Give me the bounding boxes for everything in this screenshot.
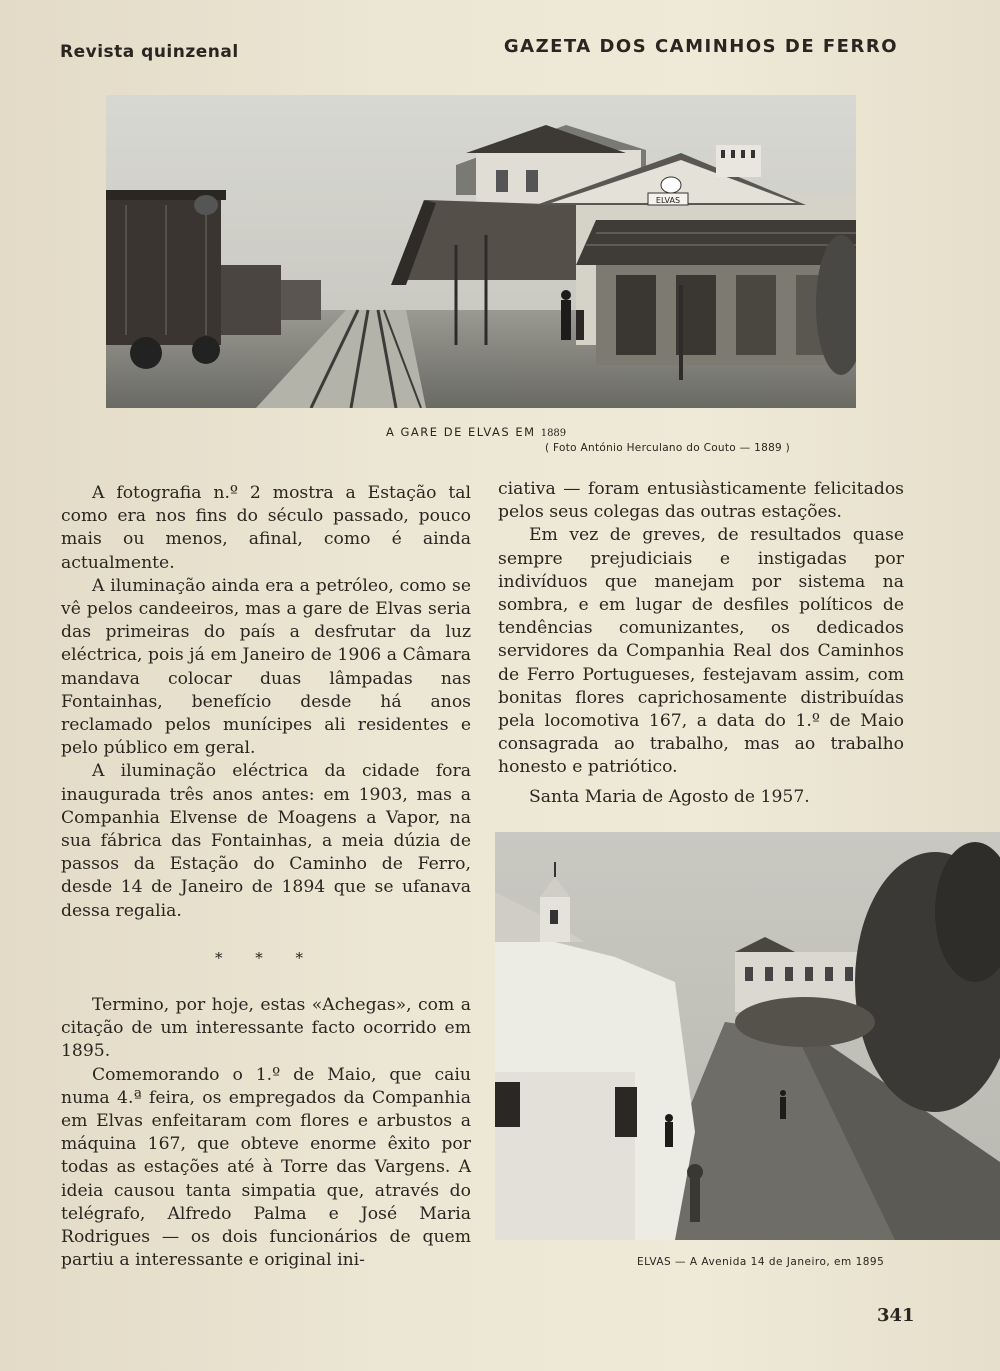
paragraph: A iluminação eléctrica da cidade fora inaugurada três anos antes: em 1903, mas a Companhia Elvense de Moagens a Vapor, na sua fábrica das Fontainhas, a meia dúzia de passos da Estação do Caminho de Ferro, desde 14 de Janeiro de 1894 que se ufanava dessa regalia. xyxy=(61,761,471,921)
station-sign: ELVAS xyxy=(655,196,681,205)
photo1-caption-text: A GARE DE ELVAS EM xyxy=(386,425,536,439)
magazine-title: GAZETA DOS CAMINHOS DE FERRO xyxy=(503,36,898,57)
paragraph: Em vez de greves, de resultados quase sempre prejudiciais e instigadas por indivíduos que manejam por sistema na sombra, e em lugar de desfiles políticos de tendências comunizantes, os dedicados servidores da Companhia Real dos Caminhos de Ferro Portugueses, festejavam assim, com bonitas flores caprichosamente distribuídas pela locomotiva 167, a data do 1.º de Maio consagrada ao trabalho, mas ao trabalho honesto e patriótico. xyxy=(498,525,904,778)
magazine-frequency: Revista quinzenal xyxy=(60,42,239,62)
right-column xyxy=(498,478,904,809)
page-number: 341 xyxy=(877,1305,915,1326)
paragraph: A iluminação ainda era a petróleo, como se vê pelos candeeiros, mas a gare de Elvas seria das primeiras do país a desfrutar da luz eléctrica, pois já em Janeiro de 1906 a Câmara mandava colocar duas lâmpadas nas Fontainhas, benefício desde há anos reclamado pelos munícipes ali residentes e pelo público em geral. xyxy=(61,575,471,759)
section-separator: * * * xyxy=(214,948,318,967)
paragraph: ciativa — foram entusiàsticamente felicitados pelos seus colegas das outras estações. xyxy=(498,479,904,523)
paragraph: Comemorando o 1.º de Maio, que caiu numa 4.ª feira, os empregados da Companhia em Elvas enfeitaram com flores e arbustos a máquina 167, que obteve enorme êxito por todas as estações até à Torre das Vargens. A ideia causou tanta simpatia que, através do telégrafo, Alfredo Palma e José Maria Rodrigues — os dois funcionários de quem partiu a interessante e original ini- xyxy=(61,1064,471,1271)
photo1-caption-year: 1889 xyxy=(540,428,567,439)
signoff: Santa Maria de Agosto de 1957. xyxy=(529,786,810,807)
photo-elvas-avenida xyxy=(495,832,1000,1240)
photo1-caption-title xyxy=(386,425,566,439)
paragraph: A fotografia n.º 2 mostra a Estação tal como era nos fins do século passado, pouco mais ou menos, afinal, como é ainda actualmente. xyxy=(61,483,471,573)
left-column xyxy=(61,482,471,1273)
photo-elvas-station xyxy=(106,95,856,408)
photo1-caption-credit: ( Foto António Herculano do Couto — 1889 ) xyxy=(545,442,791,454)
photo2-caption: ELVAS — A Avenida 14 de Janeiro, em 1895 xyxy=(637,1256,885,1268)
paragraph: Termino, por hoje, estas «Achegas», com a citação de um interessante facto ocorrido em 1895. xyxy=(61,995,471,1062)
